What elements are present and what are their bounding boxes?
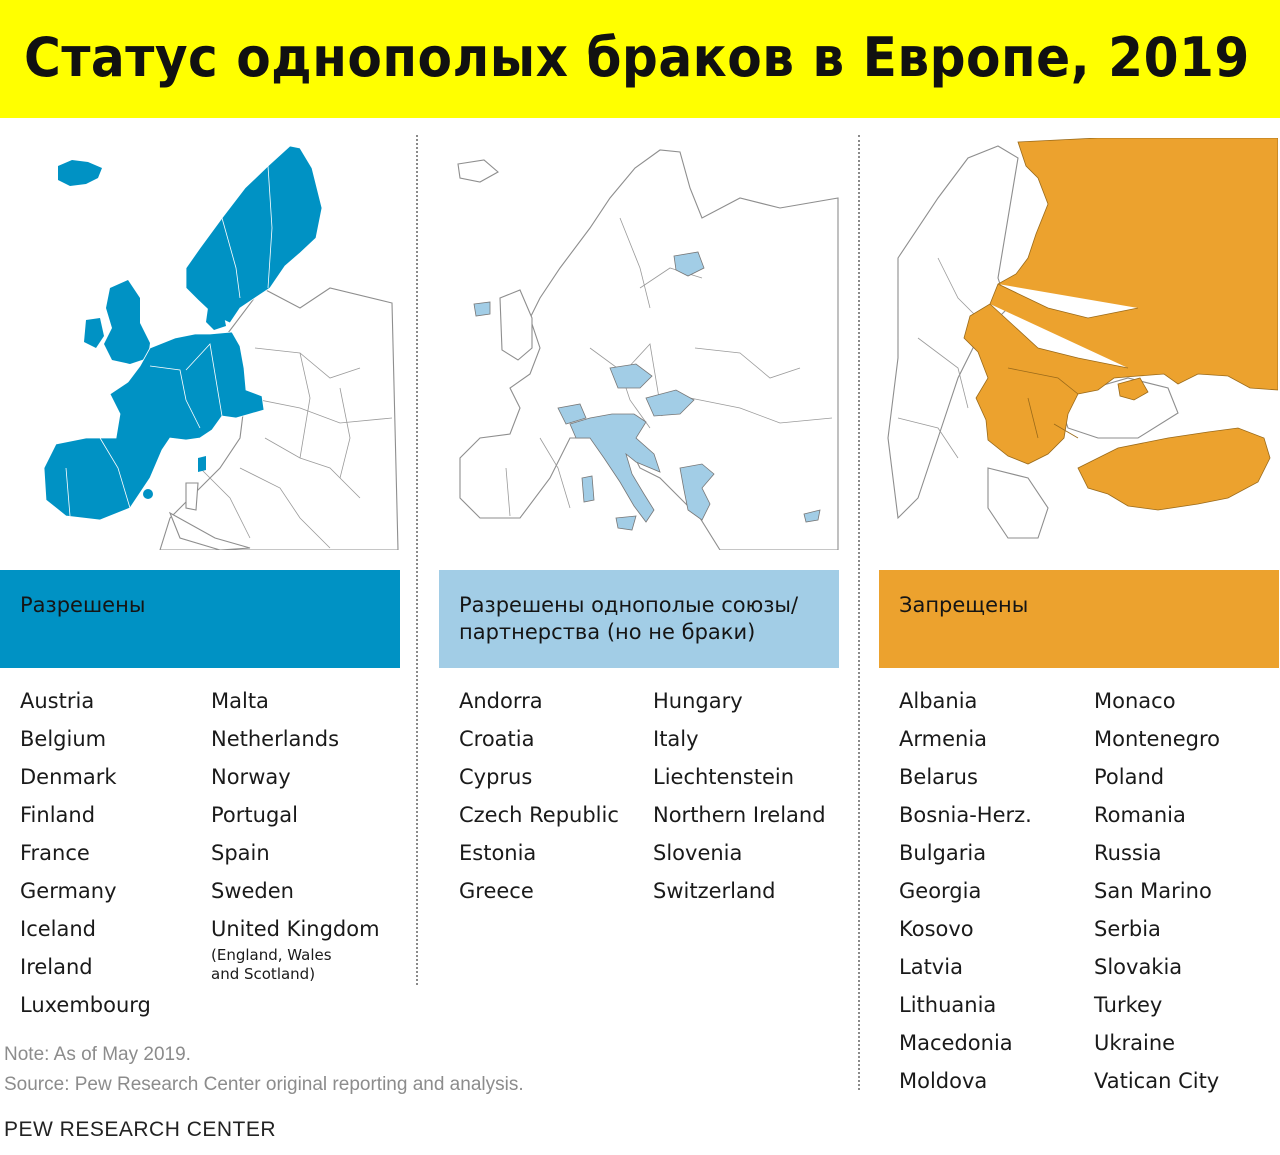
country-item: Switzerland bbox=[653, 879, 776, 903]
country-item: France bbox=[20, 841, 90, 865]
country-item: Austria bbox=[20, 689, 95, 713]
country-item: Turkey bbox=[1094, 993, 1163, 1017]
country-item: Hungary bbox=[653, 689, 743, 713]
country-item: Malta bbox=[211, 689, 269, 713]
country-item: Monaco bbox=[1094, 689, 1176, 713]
country-item: Armenia bbox=[899, 727, 988, 751]
map-unions-background bbox=[458, 150, 838, 550]
country-item: San Marino bbox=[1094, 879, 1212, 903]
country-item: Romania bbox=[1094, 803, 1186, 827]
legend-band-banned bbox=[879, 570, 1279, 668]
legend-label-unions-line1: Разрешены однополые союзы/ bbox=[459, 593, 799, 617]
country-item: Belgium bbox=[20, 727, 107, 751]
unions-list-col2 bbox=[653, 682, 826, 910]
country-item: Cyprus bbox=[459, 765, 533, 789]
country-item: Spain bbox=[211, 841, 270, 865]
country-item: Norway bbox=[211, 765, 291, 789]
uk-note-line2: and Scotland) bbox=[211, 965, 316, 983]
country-item: Sweden bbox=[211, 879, 294, 903]
country-item: Slovenia bbox=[653, 841, 743, 865]
banned-list-col1 bbox=[899, 682, 1032, 1100]
map-legal bbox=[0, 138, 400, 550]
country-item: Iceland bbox=[20, 917, 97, 941]
map-banned bbox=[878, 138, 1278, 550]
legend-label-unions-line2: партнерства (но не браки) bbox=[459, 620, 756, 644]
country-item: Russia bbox=[1094, 841, 1162, 865]
legend-label-unions bbox=[459, 592, 798, 646]
country-item: Netherlands bbox=[211, 727, 340, 751]
country-item: Macedonia bbox=[899, 1031, 1013, 1055]
country-item: Vatican City bbox=[1094, 1069, 1220, 1093]
country-item: Ukraine bbox=[1094, 1031, 1176, 1055]
uk-note bbox=[211, 946, 332, 984]
country-item: Denmark bbox=[20, 765, 117, 789]
legend-band-unions bbox=[439, 570, 839, 668]
country-item: Andorra bbox=[459, 689, 543, 713]
source-text: Source: Pew Research Center original reporting and analysis. bbox=[4, 1074, 524, 1095]
country-item: Liechtenstein bbox=[653, 765, 795, 789]
country-item: Greece bbox=[459, 879, 534, 903]
country-item: Germany bbox=[20, 879, 117, 903]
legal-list-col1 bbox=[20, 682, 151, 1024]
legal-list-col2 bbox=[211, 682, 380, 948]
country-item: Italy bbox=[653, 727, 699, 751]
malta-shape bbox=[198, 456, 206, 472]
country-item: Moldova bbox=[899, 1069, 988, 1093]
country-item: Poland bbox=[1094, 765, 1165, 789]
legend-label-legal: Разрешены bbox=[20, 593, 146, 617]
legend-label-banned: Запрещены bbox=[899, 593, 1029, 617]
scandinavia-shape bbox=[186, 146, 322, 323]
brand-text: PEW RESEARCH CENTER bbox=[4, 1118, 277, 1141]
country-item: Portugal bbox=[211, 803, 298, 827]
country-item: Finland bbox=[20, 803, 96, 827]
turkey-shape bbox=[1078, 428, 1270, 510]
uk-shape bbox=[104, 280, 150, 364]
country-item: Bosnia-Herz. bbox=[899, 803, 1032, 827]
note-text: Note: As of May 2019. bbox=[4, 1044, 191, 1065]
unions-list-col1 bbox=[459, 682, 619, 910]
legend-band-legal bbox=[0, 570, 400, 668]
country-item: United Kingdom bbox=[211, 917, 380, 941]
country-item: Latvia bbox=[899, 955, 963, 979]
uk-note-line1: (England, Wales bbox=[211, 946, 332, 964]
column-divider-right bbox=[858, 135, 860, 1090]
country-item: Belarus bbox=[899, 765, 978, 789]
iceland-shape bbox=[58, 160, 102, 186]
country-item: Northern Ireland bbox=[653, 803, 826, 827]
sardinia-shape bbox=[582, 476, 594, 502]
country-item: Serbia bbox=[1094, 917, 1161, 941]
northern-ireland-shape bbox=[474, 302, 490, 316]
banned-list-col2 bbox=[1094, 682, 1220, 1100]
column-divider-left bbox=[416, 135, 418, 985]
country-item: Lithuania bbox=[899, 993, 997, 1017]
country-item: Bulgaria bbox=[899, 841, 987, 865]
balearic-shape bbox=[143, 489, 153, 499]
sicily-shape bbox=[616, 516, 636, 530]
country-item: Kosovo bbox=[899, 917, 974, 941]
page-title: Статус однополых браков в Европе, 2019 bbox=[24, 26, 1250, 89]
country-item: Czech Republic bbox=[459, 803, 619, 827]
map-unions bbox=[440, 138, 840, 550]
country-item: Georgia bbox=[899, 879, 982, 903]
country-item: Montenegro bbox=[1094, 727, 1221, 751]
country-item: Estonia bbox=[459, 841, 537, 865]
ireland-shape bbox=[84, 318, 104, 348]
country-item: Ireland bbox=[20, 955, 93, 979]
title-bar bbox=[0, 0, 1280, 118]
country-item: Slovakia bbox=[1094, 955, 1183, 979]
country-item: Croatia bbox=[459, 727, 535, 751]
country-item: Luxembourg bbox=[20, 993, 151, 1017]
country-item: Albania bbox=[899, 689, 978, 713]
